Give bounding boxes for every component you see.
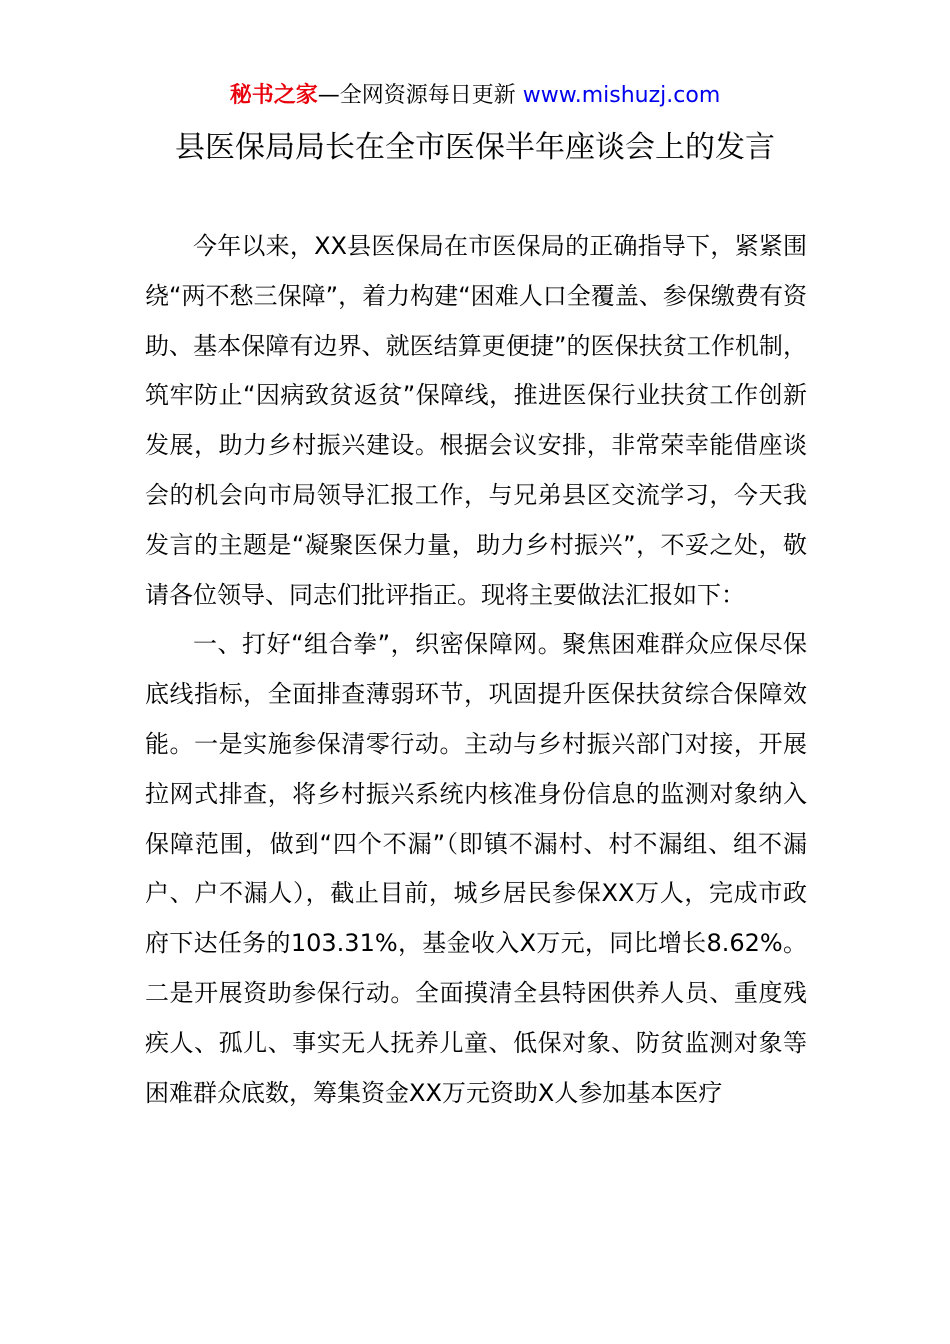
document-title: 县医保局局长在全市医保半年座谈会上的发言 (175, 130, 775, 165)
document-body (145, 222, 807, 1118)
site-url-link[interactable]: www.mishuzj.com (522, 83, 721, 108)
paragraph: 今年以来，XX县医保局在市医保局的正确指导下，紧紧围绕“两不愁三保障”，着力构建“困难人口全覆盖、参保缴费有资助、基本保障有边界、就医结算更便捷”的医保扶贫工作机制，筑牢防止“因病致贫返贫”保障线，推进医保行业扶贫工作创新发展，助力乡村振兴建设。根据会议安排，非常荣幸能借座谈会的机会向市局领导汇报工作，与兄弟县区交流学习，今天我发言的主题是“凝聚医保力量，助力乡村振兴”，不妥之处，敬请各位领导、同志们批评指正。现将主要做法汇报如下： (145, 232, 807, 609)
site-tagline: —全网资源每日更新 (317, 83, 523, 108)
paragraph: 一、打好“组合拳”，织密保障网。聚焦困难群众应保尽保底线指标，全面排查薄弱环节，巩固提升医保扶贫综合保障效能。一是实施参保清零行动。主动与乡村振兴部门对接，开展拉网式排查，将乡村振兴系统内核准身份信息的监测对象纳入保障范围，做到“四个不漏”（即镇不漏村、村不漏组、组不漏户、户不漏人），截止目前，城乡居民参保XX万人，完成市政府下达任务的103.31%，基金收入X万元，同比增长8.62%。二是开展资助参保行动。全面摸清全县特困供养人员、重度残疾人、孤儿、事实无人抚养儿童、低保对象、防贫监测对象等困难群众底数，筹集资金XX万元资助X人参加基本医疗 (145, 630, 807, 1107)
site-brand: 秘书之家 (229, 83, 318, 108)
site-header (0, 80, 950, 112)
